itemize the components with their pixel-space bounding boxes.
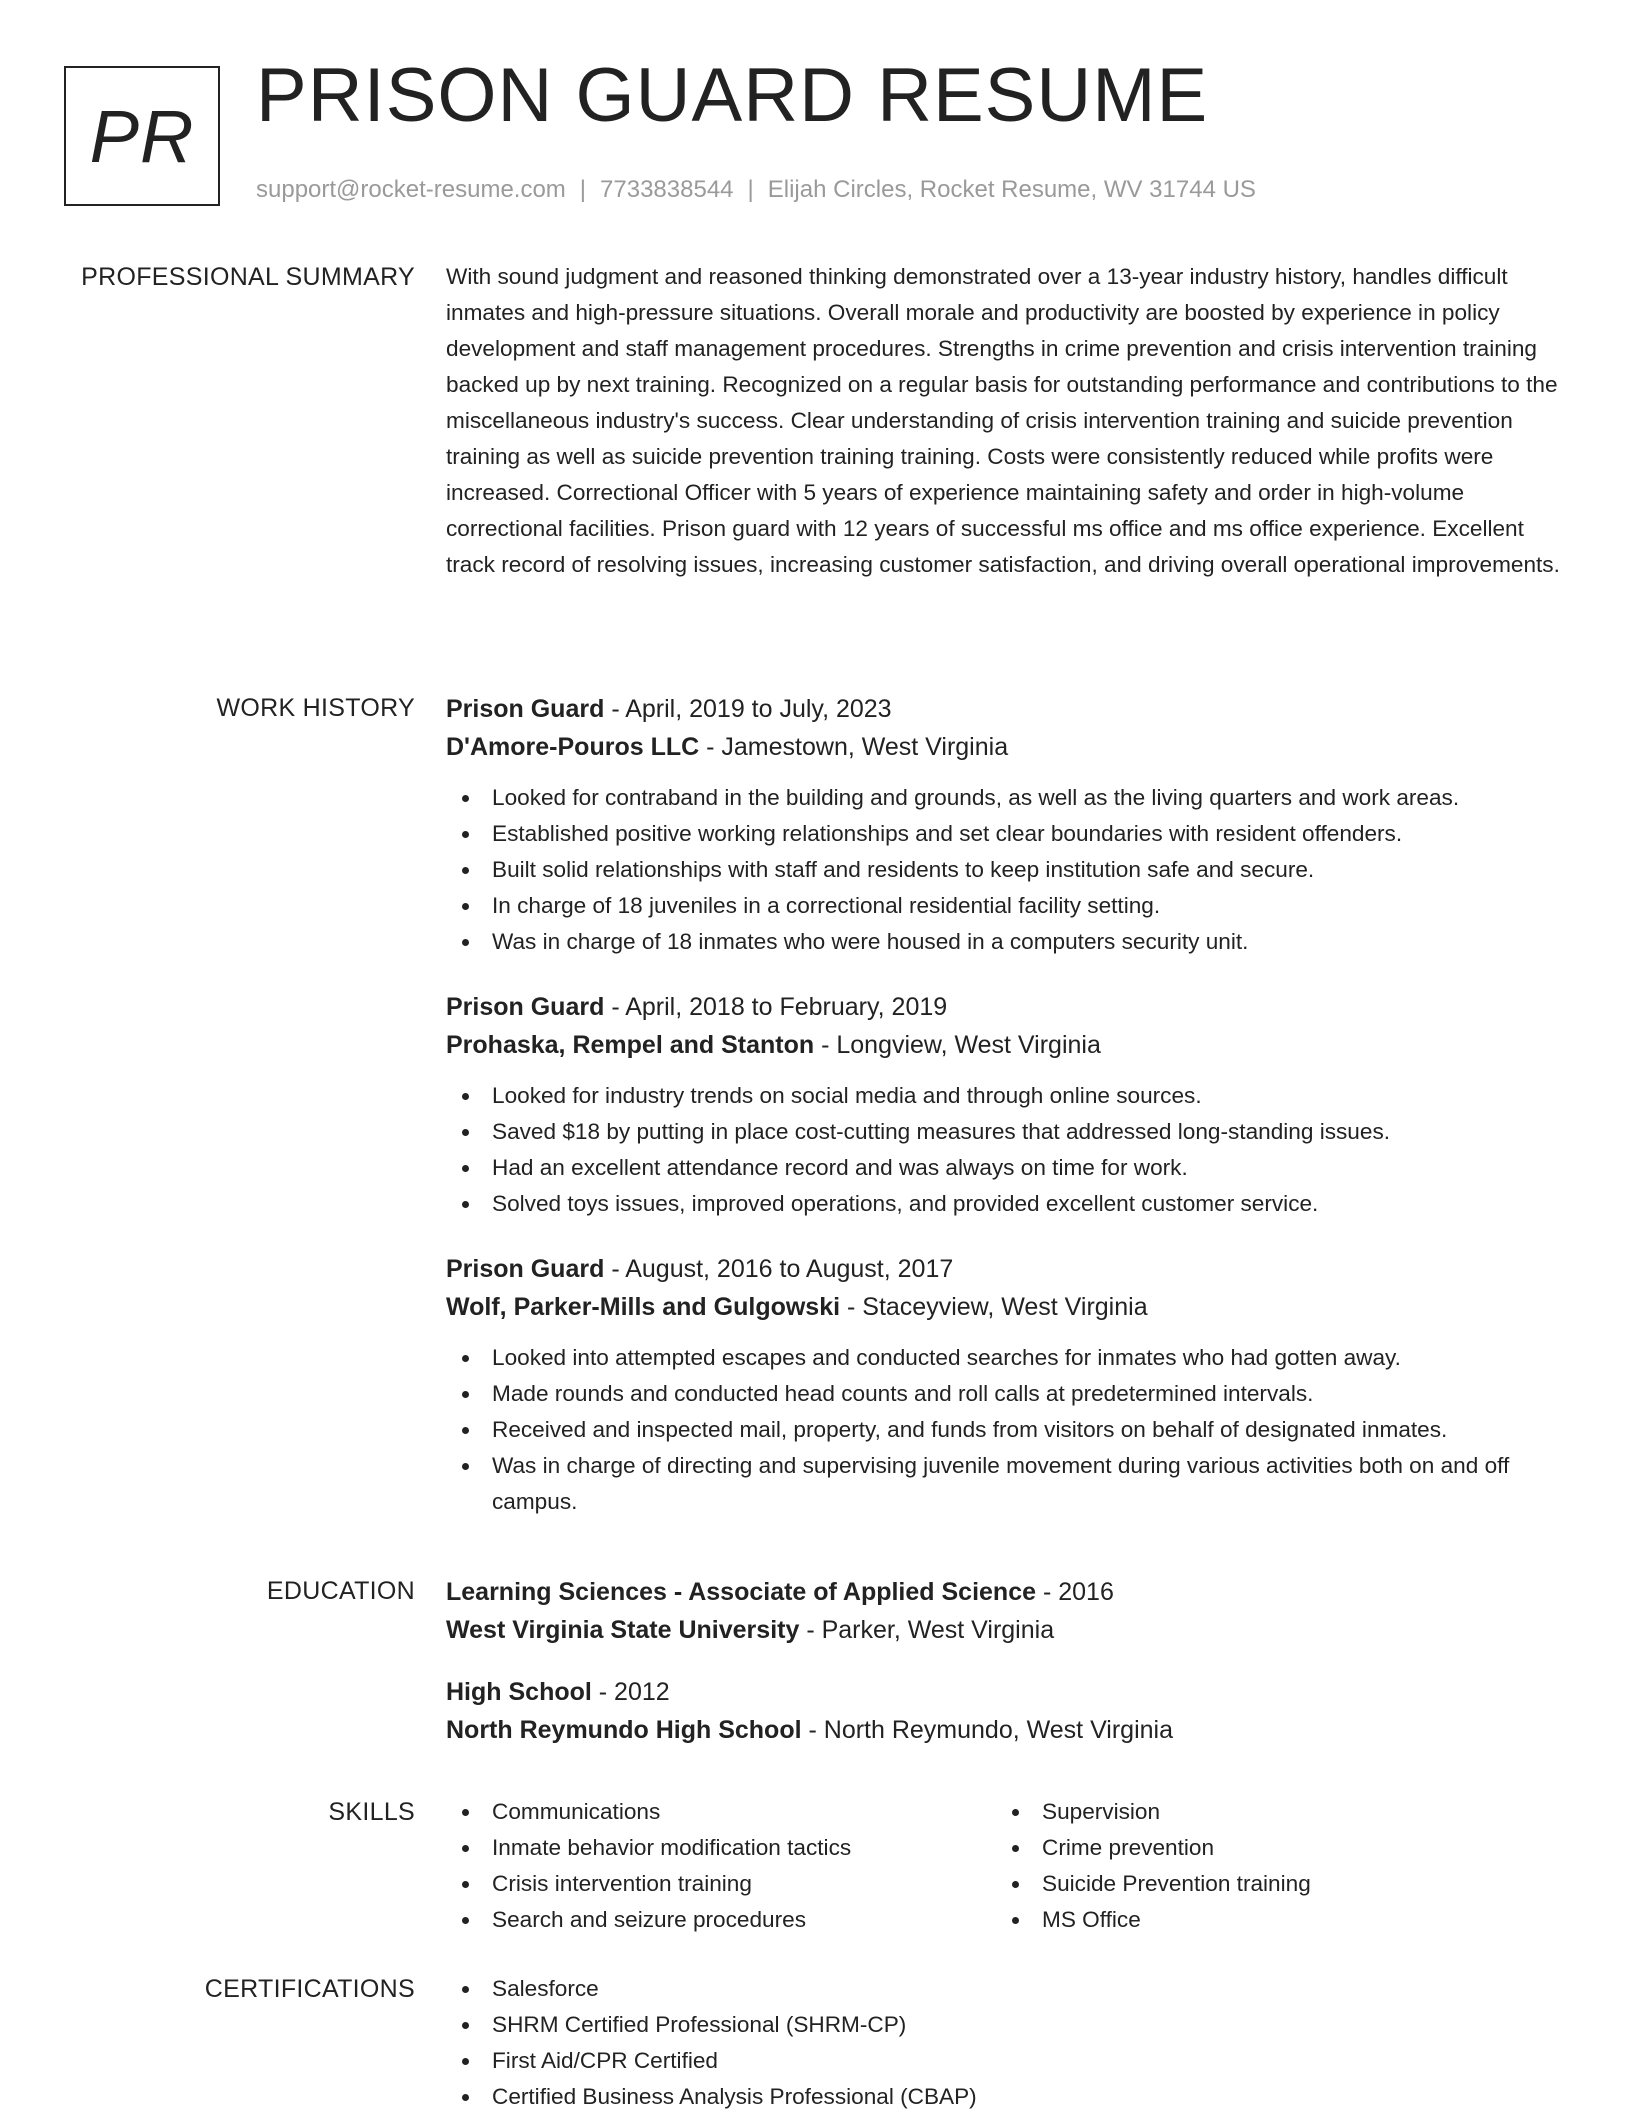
job-bullet: Established positive working relationships and set clear boundaries with resident offenders. [446, 816, 1566, 852]
contact-separator: | [579, 176, 587, 203]
education-entry [446, 1573, 1566, 1649]
skill-item: Search and seizure procedures [446, 1902, 996, 1938]
job-bullet: Had an excellent attendance record and was always on time for work. [446, 1150, 1566, 1186]
section-label-skills: SKILLS [328, 1798, 415, 1826]
skills-column-right [996, 1794, 1546, 1938]
work-history-body [446, 690, 1566, 1548]
job-title-line [446, 690, 1566, 728]
certification-item: Certified Business Analysis Professional (CBAP) [446, 2079, 1566, 2115]
section-label-education: EDUCATION [266, 1577, 415, 1605]
job-entry [446, 988, 1566, 1222]
job-bullet: Looked for contraband in the building and grounds, as well as the living quarters and work areas. [446, 780, 1566, 816]
job-bullet: Solved toys issues, improved operations, and provided excellent customer service. [446, 1186, 1566, 1222]
contact-email: support@rocket-resume.com [256, 176, 566, 203]
job-dates: - April, 2019 to July, 2023 [604, 695, 892, 723]
section-label-certifications: CERTIFICATIONS [204, 1975, 415, 2003]
monogram-text: PR [89, 94, 195, 178]
skill-item: Supervision [996, 1794, 1546, 1830]
education-school: North Reymundo High School [446, 1716, 802, 1744]
skill-item: Suicide Prevention training [996, 1866, 1546, 1902]
certification-item: First Aid/CPR Certified [446, 2043, 1566, 2079]
job-title-line [446, 988, 1566, 1026]
job-title: Prison Guard [446, 993, 605, 1021]
contact-line [256, 176, 1256, 204]
certification-item: Salesforce [446, 1971, 1566, 2007]
job-title: Prison Guard [446, 695, 605, 723]
job-location: - Staceyview, West Virginia [840, 1293, 1148, 1321]
job-company-line [446, 728, 1566, 766]
education-location: - North Reymundo, West Virginia [801, 1716, 1173, 1744]
summary-text: With sound judgment and reasoned thinking demonstrated over a 13-year industry history, handles difficult inmates and high-pressure situations. Overall morale and productivity are boosted by experience in policy development and staff management procedures. Strengths in crime prevention and crisis intervention training backed up by next training. Recognized on a regular basis for outstanding performance and contributions to the miscellaneous industry's success. Clear understanding of crisis intervention training and suicide prevention training as well as suicide prevention training training. Costs were consistently reduced while profits were increased. Correctional Officer with 5 years of experience maintaining safety and order in high-volume correctional facilities. Prison guard with 12 years of successful ms office and ms office experience. Excellent track record of resolving issues, increasing customer satisfaction, and driving overall operational improvements. [446, 264, 1560, 577]
job-company: Wolf, Parker-Mills and Gulgowski [446, 1293, 841, 1321]
job-bullet: In charge of 18 juveniles in a correctional residential facility setting. [446, 888, 1566, 924]
skill-item: MS Office [996, 1902, 1546, 1938]
job-title-line [446, 1250, 1566, 1288]
job-location: - Longview, West Virginia [814, 1031, 1101, 1059]
section-label-summary: PROFESSIONAL SUMMARY [81, 263, 415, 291]
education-body [446, 1573, 1566, 1773]
education-degree: High School [446, 1678, 592, 1706]
job-bullet: Looked for industry trends on social media and through online sources. [446, 1078, 1566, 1114]
job-bullet: Saved $18 by putting in place cost-cutting measures that addressed long-standing issues. [446, 1114, 1566, 1150]
skill-item: Inmate behavior modification tactics [446, 1830, 996, 1866]
education-school: West Virginia State University [446, 1616, 800, 1644]
certification-item: SHRM Certified Professional (SHRM-CP) [446, 2007, 1566, 2043]
skills-column-left [446, 1794, 996, 1938]
job-bullet: Looked into attempted escapes and conducted searches for inmates who had gotten away. [446, 1340, 1566, 1376]
job-bullet: Made rounds and conducted head counts and roll calls at predetermined intervals. [446, 1376, 1566, 1412]
skill-item: Communications [446, 1794, 996, 1830]
job-location: - Jamestown, West Virginia [699, 733, 1009, 761]
skill-item: Crime prevention [996, 1830, 1546, 1866]
page-title: PRISON GUARD RESUME [256, 53, 1209, 138]
contact-phone: 7733838544 [600, 176, 734, 203]
job-entry [446, 690, 1566, 960]
education-year: - 2012 [591, 1678, 670, 1706]
job-company: Prohaska, Rempel and Stanton [446, 1031, 815, 1059]
education-degree: Learning Sciences - Associate of Applied Science [446, 1578, 1037, 1606]
job-bullets [446, 1340, 1566, 1520]
section-label-work-history: WORK HISTORY [216, 694, 415, 722]
education-location: - Parker, West Virginia [799, 1616, 1055, 1644]
job-title: Prison Guard [446, 1255, 605, 1283]
monogram-box [64, 66, 220, 206]
job-entry [446, 1250, 1566, 1520]
job-company-line [446, 1288, 1566, 1326]
job-bullets [446, 1078, 1566, 1222]
education-degree-line [446, 1673, 1566, 1711]
job-company: D'Amore-Pouros LLC [446, 733, 700, 761]
contact-address: Elijah Circles, Rocket Resume, WV 31744 US [767, 176, 1256, 203]
job-dates: - April, 2018 to February, 2019 [604, 993, 948, 1021]
summary-body [446, 259, 1566, 583]
job-bullets [446, 780, 1566, 960]
job-company-line [446, 1026, 1566, 1064]
education-degree-line [446, 1573, 1566, 1611]
job-bullet: Was in charge of 18 inmates who were housed in a computers security unit. [446, 924, 1566, 960]
job-bullet: Built solid relationships with staff and residents to keep institution safe and secure. [446, 852, 1566, 888]
skills-body [446, 1794, 1566, 1938]
job-bullet: Was in charge of directing and supervising juvenile movement during various activities both on and off campus. [446, 1448, 1566, 1520]
skill-item: Crisis intervention training [446, 1866, 996, 1902]
skills-grid [446, 1794, 1566, 1938]
education-year: - 2016 [1036, 1578, 1114, 1606]
certifications-body [446, 1971, 1566, 2115]
job-dates: - August, 2016 to August, 2017 [604, 1255, 954, 1283]
education-school-line [446, 1611, 1566, 1649]
job-bullet: Received and inspected mail, property, and funds from visitors on behalf of designated inmates. [446, 1412, 1566, 1448]
certifications-list [446, 1971, 1566, 2115]
education-school-line [446, 1711, 1566, 1749]
contact-separator: | [747, 176, 754, 203]
education-entry [446, 1673, 1566, 1749]
